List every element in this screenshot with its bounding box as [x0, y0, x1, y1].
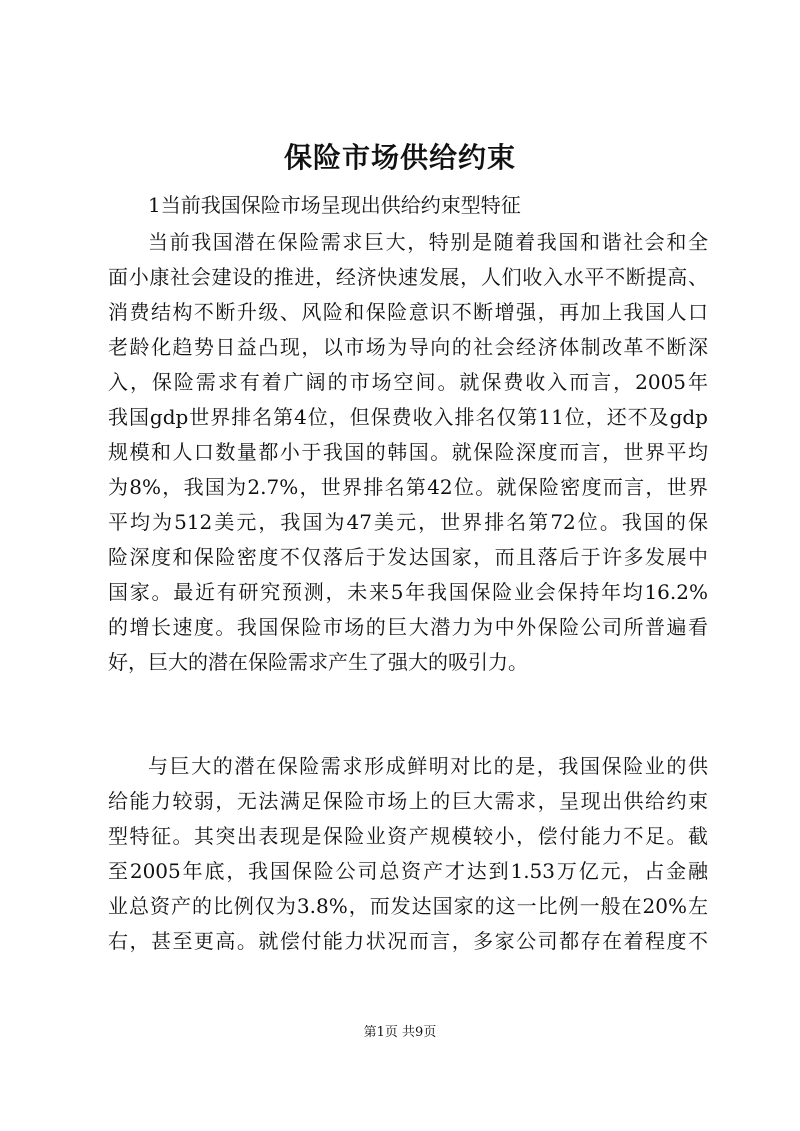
paragraph-line: 我国gdp世界排名第4位，但保费收入排名仅第11位，还不及gdp — [108, 405, 708, 429]
paragraph-line: 型特征。其突出表现是保险业资产规模较小，偿付能力不足。截 — [108, 824, 708, 848]
paragraph-2 — [108, 749, 708, 959]
paragraph-line: 与巨大的潜在保险需求形成鲜明对比的是，我国保险业的供 — [148, 754, 708, 778]
paragraph-line: 面小康社会建设的推进，经济快速发展，人们收入水平不断提高、 — [108, 265, 708, 289]
section-heading: 1当前我国保险市场呈现出供给约束型特征 — [148, 193, 521, 217]
paragraph-line: 的增长速度。我国保险市场的巨大潜力为中外保险公司所普遍看 — [108, 615, 708, 639]
paragraph-line: 消费结构不断升级、风险和保险意识不断增强，再加上我国人口 — [108, 300, 708, 324]
paragraph-line: 业总资产的比例仅为3.8%，而发达国家的这一比例一般在20%左 — [108, 894, 708, 918]
paragraph-line: 好，巨大的潜在保险需求产生了强大的吸引力。 — [108, 650, 528, 674]
paragraph-line: 至2005年底，我国保险公司总资产才达到1.53万亿元，占金融 — [108, 859, 708, 883]
page-footer: 第1页 共9页 — [363, 1025, 437, 1040]
paragraph-line: 右，甚至更高。就偿付能力状况而言，多家公司都存在着程度不 — [108, 929, 708, 953]
paragraph-line: 国家。最近有研究预测，未来5年我国保险业会保持年均16.2% — [108, 580, 708, 604]
paragraph-line: 为8%，我国为2.7%，世界排名第42位。就保险密度而言，世界 — [108, 475, 708, 499]
paragraph-1 — [108, 225, 708, 680]
paragraph-line: 老龄化趋势日益凸现，以市场为导向的社会经济体制改革不断深 — [108, 335, 708, 359]
document-title: 保险市场供给约束 — [283, 141, 516, 174]
paragraph-line: 入，保险需求有着广阔的市场空间。就保费收入而言，2005年 — [108, 370, 708, 394]
paragraph-line: 险深度和保险密度不仅落后于发达国家，而且落后于许多发展中 — [108, 545, 708, 569]
paragraph-line: 平均为512美元，我国为47美元，世界排名第72位。我国的保 — [108, 510, 708, 534]
paragraph-line: 当前我国潜在保险需求巨大，特别是随着我国和谐社会和全 — [148, 230, 708, 254]
paragraph-line: 规模和人口数量都小于我国的韩国。就保险深度而言，世界平均 — [108, 440, 708, 464]
paragraph-line: 给能力较弱，无法满足保险市场上的巨大需求，呈现出供给约束 — [108, 789, 708, 813]
